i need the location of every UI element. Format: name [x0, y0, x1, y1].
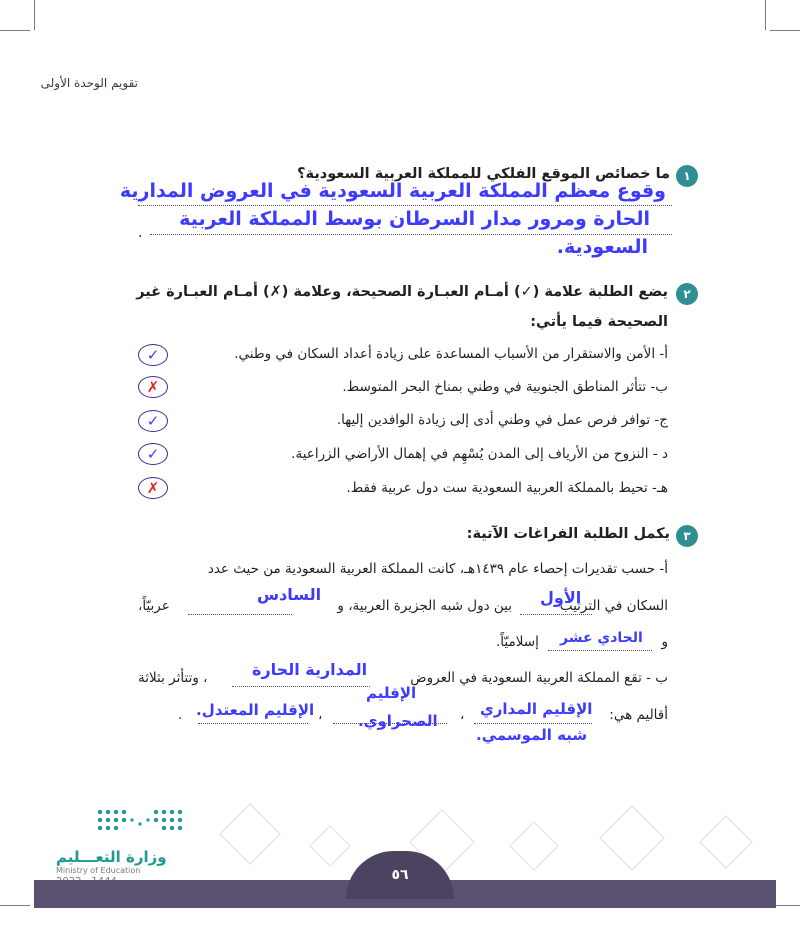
- q3-a-line-1: أ- حسب تقديرات إحصاء عام ١٤٣٩هـ، كانت المملكة العربية السعودية من حيث عدد: [207, 561, 668, 577]
- question-2-text-line-2: الصحيحة فيما يأتي:: [530, 314, 668, 330]
- end-dot: .: [178, 707, 183, 723]
- answer-climate-2: الإقليم: [366, 684, 417, 702]
- answer-line: [150, 234, 672, 235]
- answer-eleventh: الحادي عشر: [560, 630, 643, 646]
- answer-first: الأول: [540, 588, 582, 607]
- statement-c: ج- توافر فرص عمل في وطني أدى إلى زيادة الوافدين إليها.: [336, 412, 668, 428]
- fill-blank: [188, 614, 292, 615]
- q1-answer-line-3: السعودية.: [556, 236, 648, 258]
- statement-b: ب- تتأثر المناطق الجنوبية في وطني بمناخ البحر المتوسط.: [342, 379, 668, 395]
- answer-climate-1: الإقليم المداري: [480, 700, 593, 718]
- crop-mark: [0, 905, 30, 906]
- question-1-text: ما خصائص الموقع الفلكي للمملكة العربية السعودية؟: [297, 166, 670, 182]
- unit-title: تقويم الوحدة الأولى: [40, 76, 138, 90]
- q3-a-line-2-mid: بين دول شبه الجزيرة العربية، و: [337, 598, 512, 614]
- q3-b-line-1-start: ب - تقع المملكة العربية السعودية في العروض: [410, 670, 668, 686]
- check-mark-icon: ✓: [138, 344, 168, 366]
- q3-b-line-1-end: ، وتتأثر بثلاثة: [138, 670, 208, 686]
- decorative-diamond-pattern: [180, 786, 780, 882]
- question-number-badge: ٣: [676, 525, 698, 547]
- crop-mark: [0, 30, 30, 31]
- fill-blank: [520, 614, 592, 615]
- q3-a-line-3-end: إسلاميّاً.: [496, 634, 539, 650]
- end-dot: .: [138, 225, 143, 241]
- page-number: ٥٦: [346, 851, 454, 899]
- question-number-badge: ١: [676, 165, 698, 187]
- answer-tropical: المدارية الحارة: [252, 660, 368, 679]
- statement-e: هـ- تحيط بالمملكة العربية السعودية ست دول عربية فقط.: [346, 480, 668, 496]
- q1-answer-line-2: الحارة ومرور مدار السرطان بوسط المملكة العربية: [179, 208, 650, 230]
- q3-a-line-2-start: السكان في الترتيب: [559, 598, 668, 614]
- answer-climate-1-cont: شبه الموسمي.: [476, 726, 588, 744]
- question-number-badge: ٢: [676, 283, 698, 305]
- ministry-logo-dots-icon: [56, 806, 186, 846]
- fill-blank: [474, 723, 592, 724]
- answer-climate-2-cont: الصحراوي.: [358, 712, 438, 730]
- fill-blank: [232, 686, 370, 687]
- q3-a-line-2-end: عربيّاً،: [138, 598, 170, 614]
- statement-d: د - النزوح من الأرياف إلى المدن يُسْهِم في إهمال الأراضي الزراعية.: [291, 446, 668, 462]
- q3-a-line-3-start: و: [661, 634, 668, 650]
- ministry-name-english: Ministry of Education: [56, 866, 141, 875]
- question-3-text: يكمل الطلبة الفراغات الآتية:: [466, 526, 670, 542]
- check-mark-icon: ✓: [138, 443, 168, 465]
- crop-mark: [765, 0, 766, 30]
- fill-blank: [548, 650, 652, 651]
- cross-mark-icon: ✗: [138, 477, 168, 499]
- q1-answer-line-1: وقوع معظم المملكة العربية السعودية في العروض المدارية: [119, 180, 666, 202]
- answer-line: [138, 205, 672, 206]
- q3-b-line-2-start: أقاليم هي:: [609, 707, 668, 723]
- answer-climate-3: الإقليم المعتدل.: [196, 701, 315, 719]
- crop-mark: [34, 0, 35, 30]
- ministry-name-arabic: وزارة التعـــليم: [56, 848, 167, 866]
- separator: ،: [460, 707, 465, 723]
- answer-sixth: السادس: [257, 585, 322, 604]
- statement-a: أ- الأمن والاستقرار من الأسباب المساعدة على زيادة أعداد السكان في وطني.: [234, 346, 668, 362]
- crop-mark: [770, 30, 800, 31]
- check-mark-icon: ✓: [138, 410, 168, 432]
- fill-blank: [198, 723, 308, 724]
- cross-mark-icon: ✗: [138, 376, 168, 398]
- separator: ،: [318, 707, 323, 723]
- question-2-text-line-1: يضع الطلبة علامة (✓) أمـام العبـارة الصحيحة، وعلامة (✗) أمـام العبـارة غير: [136, 284, 668, 300]
